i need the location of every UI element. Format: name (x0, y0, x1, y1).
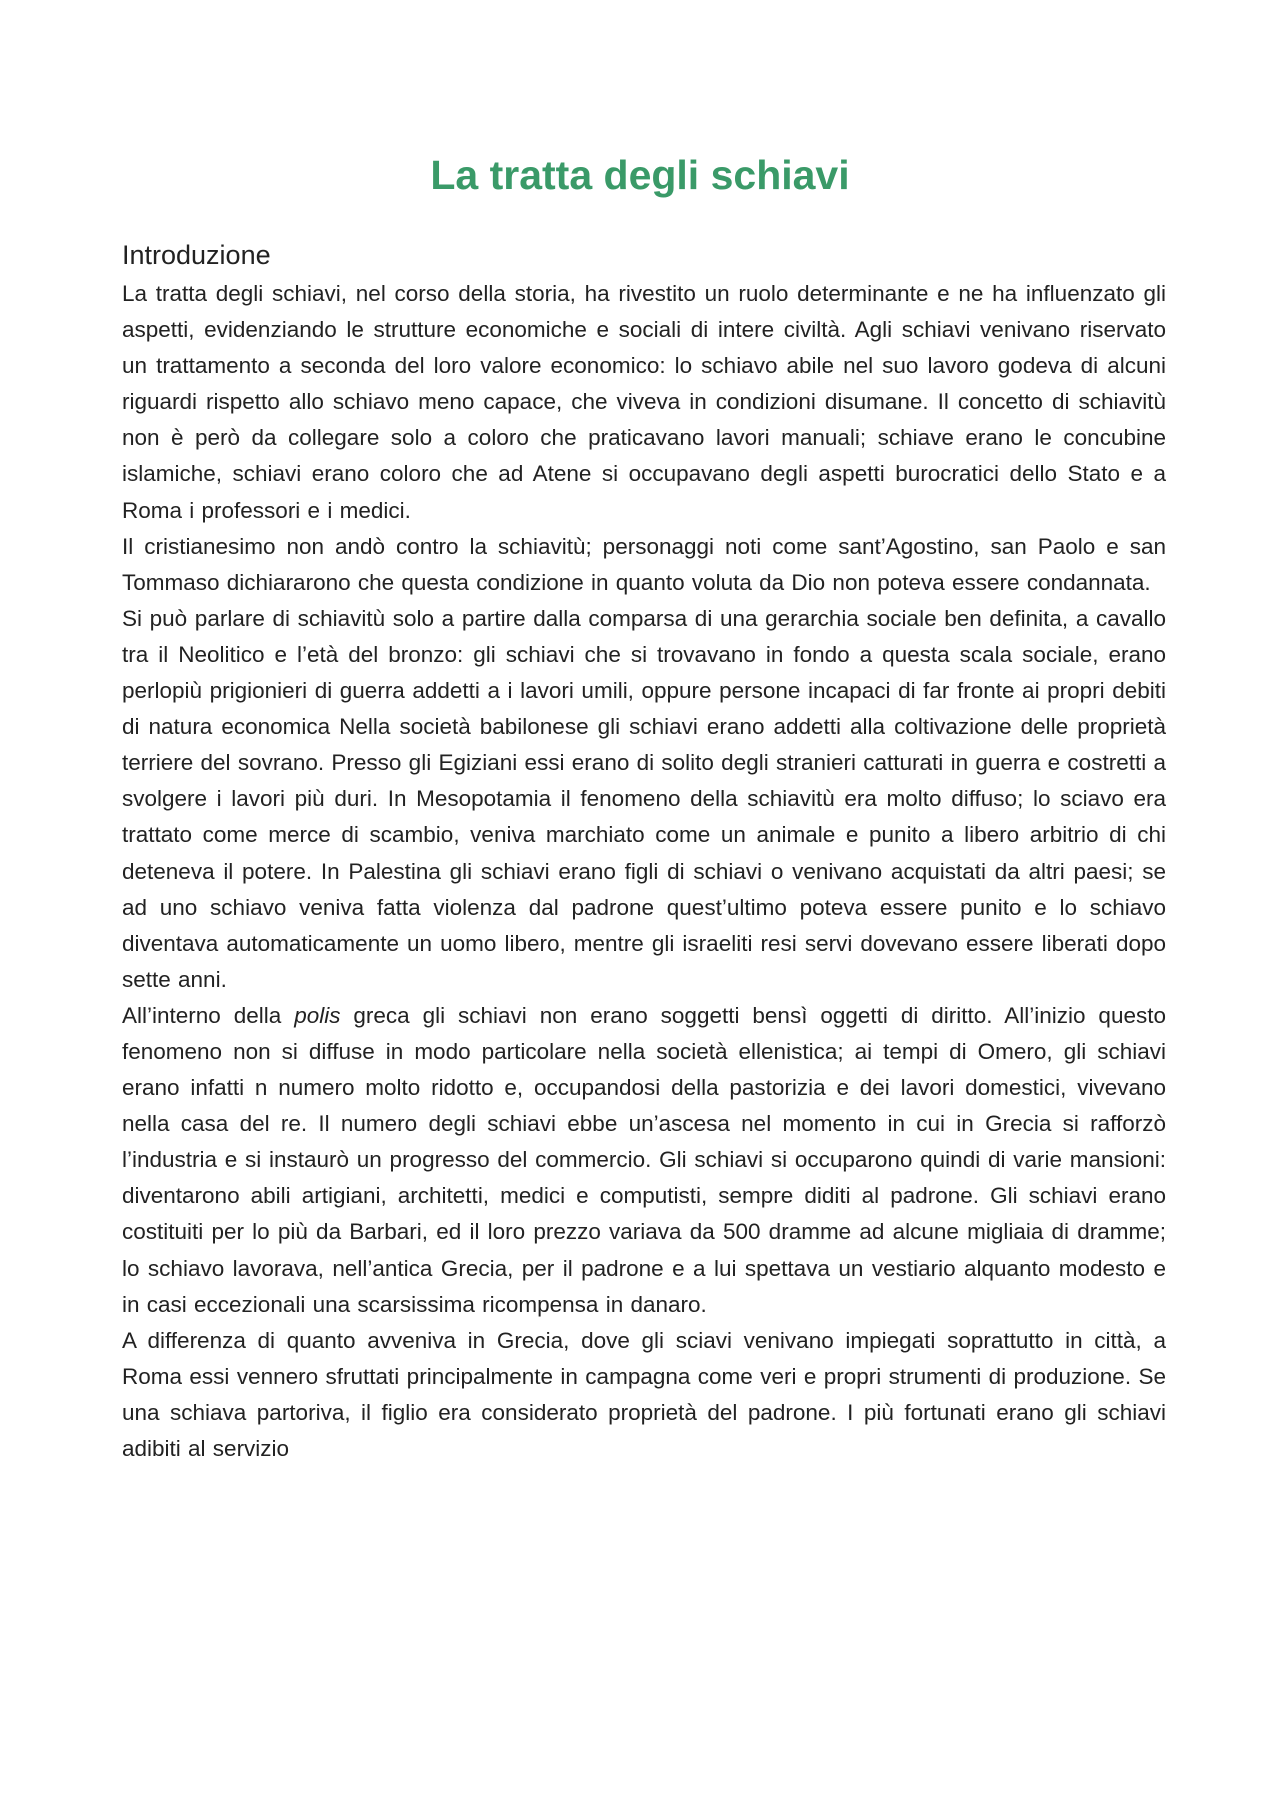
paragraph: La tratta degli schiavi, nel corso della storia, ha rivestito un ruolo determinante e ne ha influenzato gli aspetti, evidenziando le strutture economiche e sociali di intere civiltà. Agli schiavi venivano riservato un trattamento a seconda del loro valore economico: lo schiavo abile nel suo lavoro godeva di alcuni riguardi rispetto allo schiavo meno capace, che viveva in condizioni disumane. Il concetto di schiavitù non è però da collegare solo a coloro che praticavano lavori manuali; schiave erano le concubine islamiche, schiavi erano coloro che ad Atene si occupavano degli aspetti burocratici dello Stato e a Roma i professori e i medici. (122, 281, 1166, 523)
document-body (122, 276, 1166, 1467)
paragraph: A differenza di quanto avveniva in Grecia, dove gli sciavi venivano impiegati soprattutto in città, a Roma essi vennero sfruttati principalmente in campagna come veri e propri strumenti di produzione. Se una schiava partoriva, il figlio era considerato proprietà del padrone. I più fortunati erano gli schiavi adibiti al servizio (122, 1327, 1166, 1461)
emphasized-term: polis (294, 1002, 341, 1028)
section-heading-introduzione: Introduzione (122, 240, 271, 270)
paragraph: Il cristianesimo non andò contro la schiavitù; personaggi noti come sant’Agostino, san Paolo e san Tommaso dichiararono che questa condizione in quanto voluta da Dio non poteva essere condannata. (122, 533, 1166, 595)
paragraph-text: greca gli schiavi non erano soggetti bensì oggetti di diritto. All’inizio questo fenomeno non si diffuse in modo particolare nella società ellenistica; ai tempi di Omero, gli schiavi erano infatti n numero molto ridotto e, occupandosi della pastorizia e dei lavori domestici, vivevano nella casa del re. Il numero degli schiavi ebbe un’ascesa nel momento in cui in Grecia si rafforzò l’industria e si instaurò un progresso del commercio. Gli schiavi si occuparono quindi di varie mansioni: diventarono abili artigiani, architetti, medici e computisti, sempre diditi al padrone. Gli schiavi erano costituiti per lo più da Barbari, ed il loro prezzo variava da 500 dramme ad alcune migliaia di dramme; lo schiavo lavorava, nell’antica Grecia, per il padrone e a lui spettava un vestiario alquanto modesto e in casi eccezionali una scarsissima ricompensa in danaro. (122, 1002, 1166, 1317)
paragraph-text: All’interno della (122, 1002, 295, 1028)
document-title: La tratta degli schiavi (430, 152, 850, 198)
paragraph (122, 998, 1166, 1323)
paragraph: Si può parlare di schiavitù solo a partire dalla comparsa di una gerarchia sociale ben definita, a cavallo tra il Neolitico e l’età del bronzo: gli schiavi che si trovavano in fondo a questa scala sociale, erano perlopiù prigionieri di guerra addetti a i lavori umili, oppure persone incapaci di far fronte ai propri debiti di natura economica Nella società babilonese gli schiavi erano addetti alla coltivazione delle proprietà terriere del sovrano. Presso gli Egiziani essi erano di solito degli stranieri catturati in guerra e costretti a svolgere i lavori più duri. In Mesopotamia il fenomeno della schiavitù era molto diffuso; lo sciavo era trattato come merce di scambio, veniva marchiato come un animale e punito a libero arbitrio di chi deteneva il potere. In Palestina gli schiavi erano figli di schiavi o venivano acquistati da altri paesi; se ad uno schiavo veniva fatta violenza dal padrone quest’ultimo poteva essere punito e lo schiavo diventava automaticamente un uomo libero, mentre gli israeliti resi servi dovevano essere liberati dopo sette anni. (122, 605, 1166, 992)
